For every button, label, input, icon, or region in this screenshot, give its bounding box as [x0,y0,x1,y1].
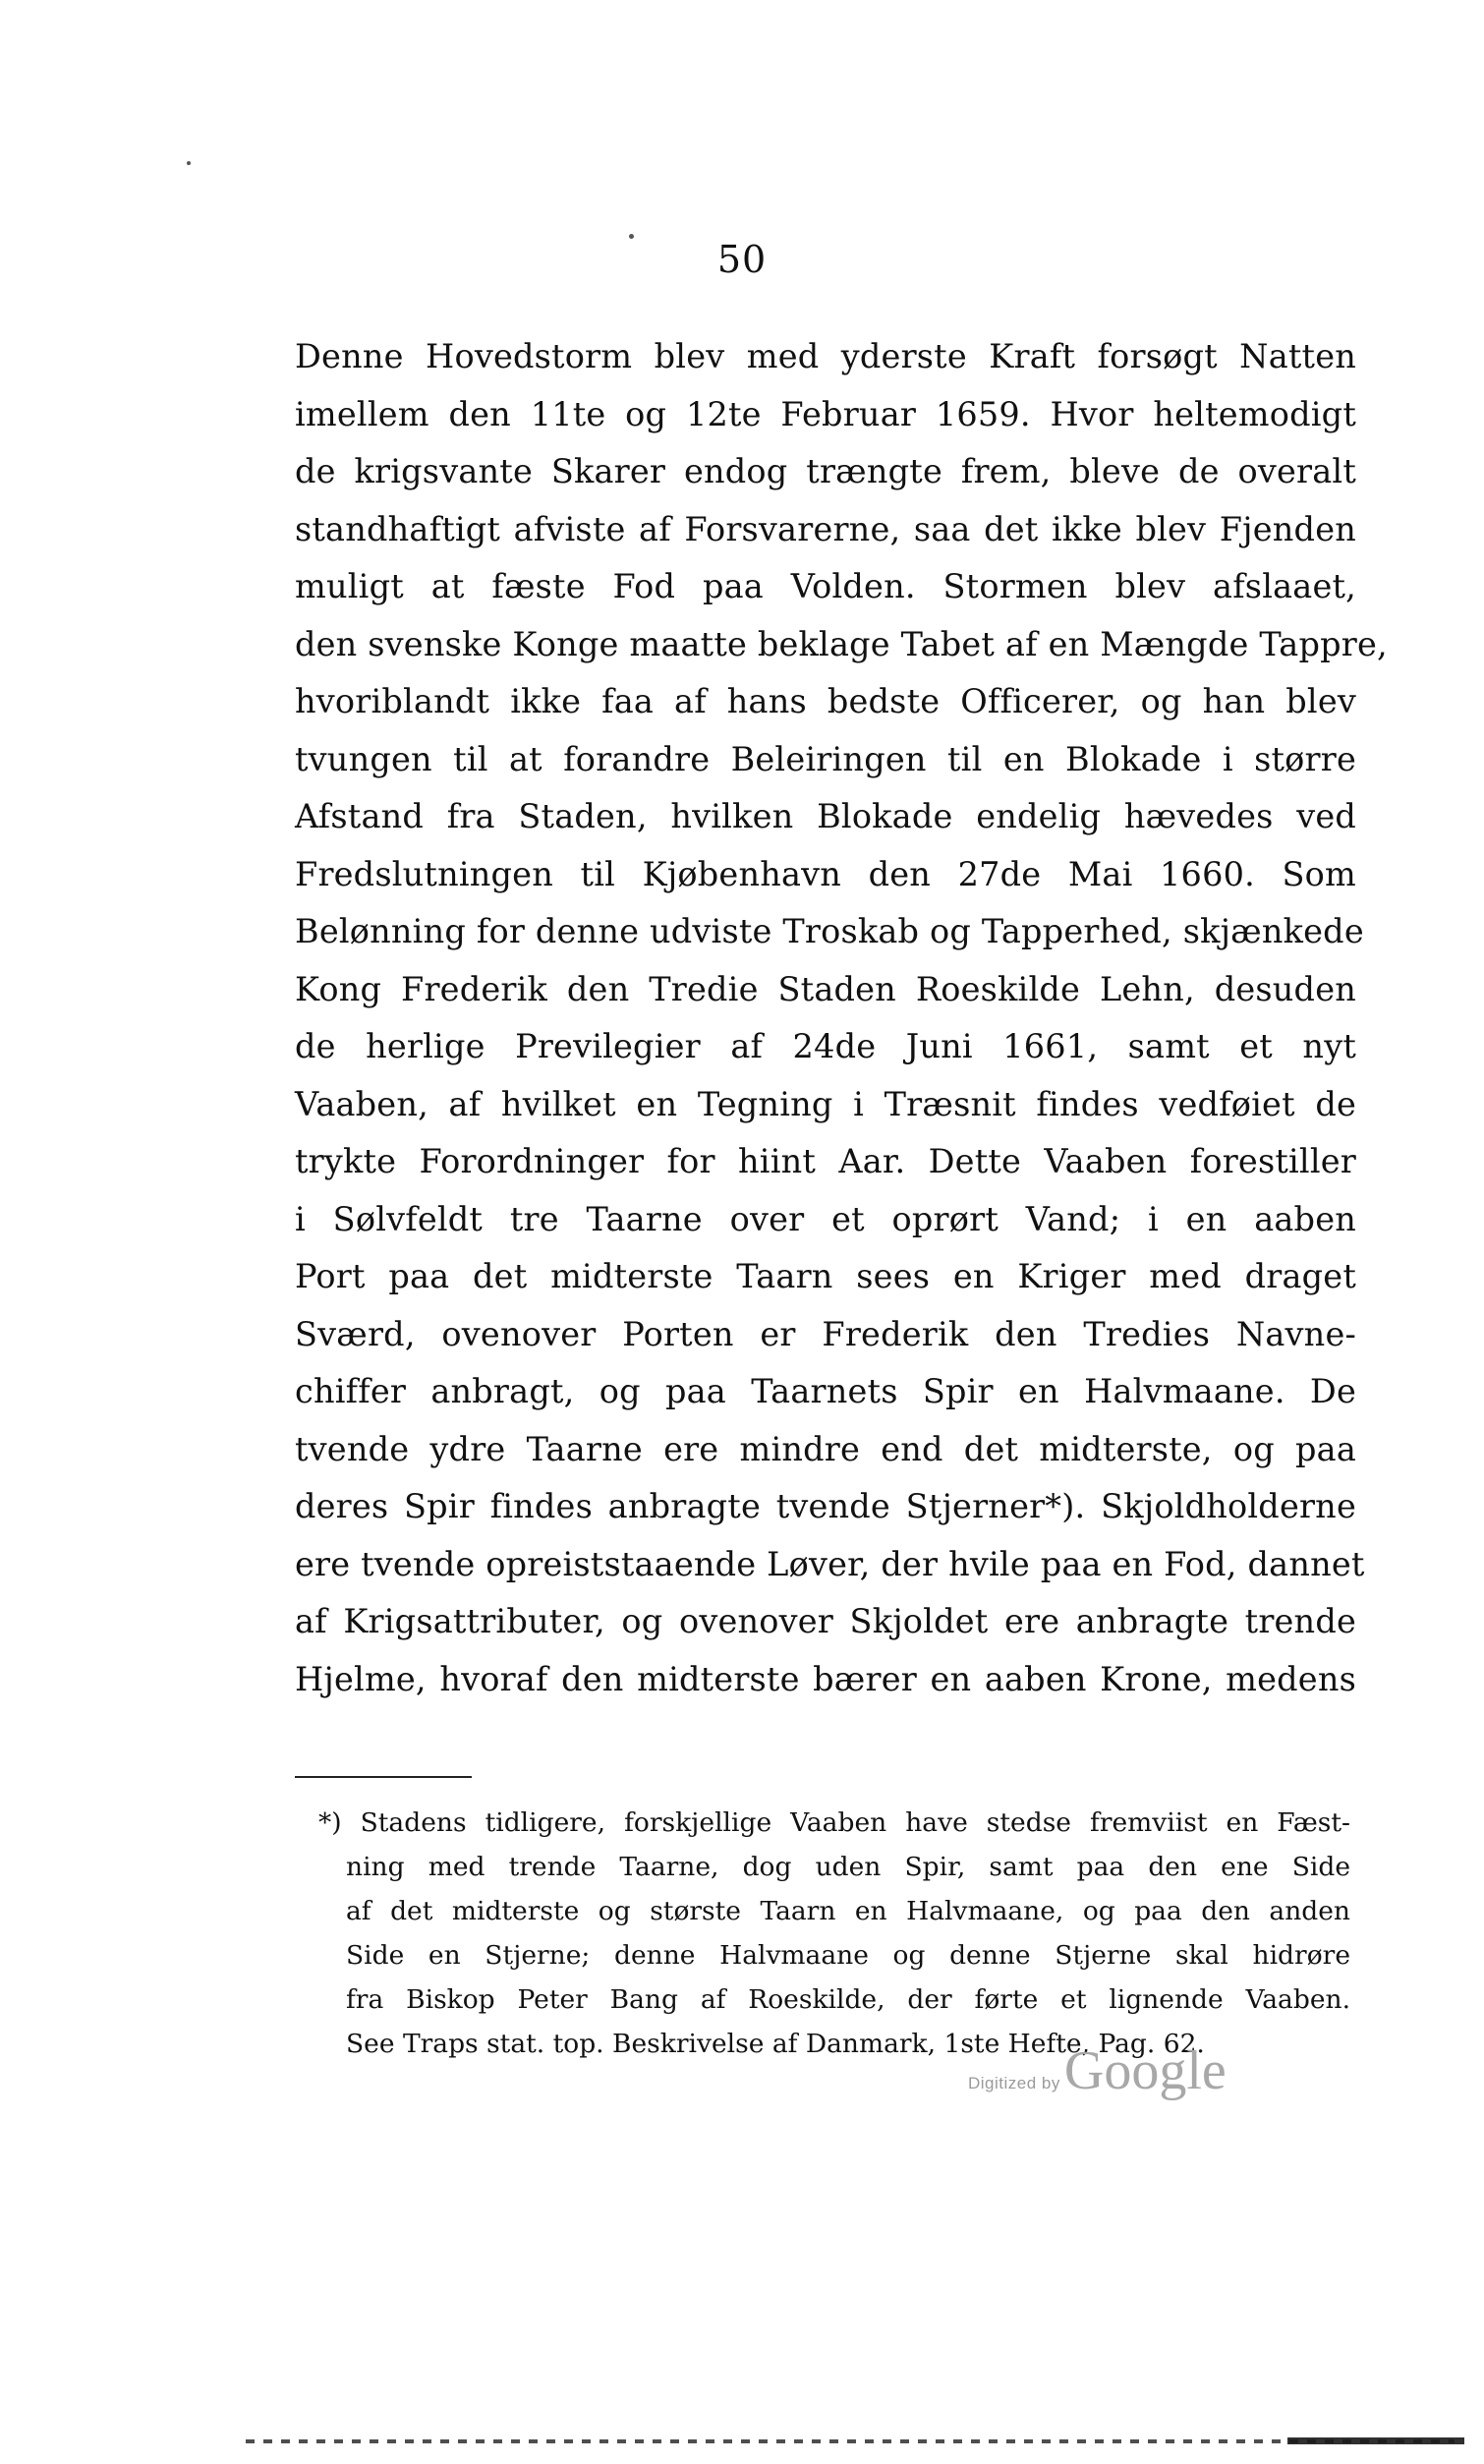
text-line: Kong Frederik den Tredie Staden Roeskilde Lehn, desuden [295,969,1356,1008]
digitized-by-watermark [968,2039,1227,2102]
footnote-line: *) Stadens tidligere, forskjellige Vaaben have stedse fremviist en Fæst- [318,1807,1350,1838]
text-line: de herlige Previlegier af 24de Juni 1661, samt et nyt [295,1027,1356,1065]
text-line: Hjelme, hvoraf den midterste bærer en aaben Krone, medens [295,1659,1356,1698]
text-line: Afstand fra Staden, hvilken Blokade endelig hævedes ved [295,797,1356,835]
text-line: muligt at fæste Fod paa Volden. Stormen blev afslaaet, [295,567,1356,605]
text-line: af Krigsattributer, og ovenover Skjoldet ere anbragte trende [295,1602,1356,1640]
text-line: hvoriblandt ikke faa af hans bedste Officerer, og han blev [295,682,1356,720]
text-line: trykte Forordninger for hiint Aar. Dette Vaaben forestiller [295,1142,1356,1180]
text-line: imellem den 11te og 12te Februar 1659. Hvor heltemodigt [295,394,1356,433]
page-number: 50 [716,238,768,281]
footnote-line: See Traps stat. top. Beskrivelse af Danmark, 1ste Hefte, Pag. 62. [346,2029,1205,2059]
footnote [318,1801,1350,2066]
scan-speck [187,161,191,165]
footnote-line: af det midterste og største Taarn en Halvmaane, og paa den anden [346,1896,1350,1926]
text-line: Fredslutningen til Kjøbenhavn den 27de Mai 1660. Som [295,854,1356,893]
text-line: i Sølvfeldt tre Taarne over et oprørt Vand; i en aaben [295,1199,1356,1238]
text-line: Port paa det midterste Taarn sees en Kriger med draget [295,1257,1356,1295]
text-line: tvende ydre Taarne ere mindre end det midterste, og paa [295,1429,1356,1468]
watermark-prefix: Digitized by [968,2074,1060,2092]
footnote-line: fra Biskop Peter Bang af Roeskilde, der førte et lignende Vaaben. [346,1984,1350,2015]
text-line: Sværd, ovenover Porten er Frederik den Tredies Navne- [295,1314,1356,1353]
scan-edge-artifact [1287,2437,1464,2444]
scan-edge-artifact [246,2439,1455,2443]
footnote-divider [295,1776,472,1778]
google-logo: Google [1063,2040,1227,2101]
text-line: tvungen til at forandre Beleiringen til en Blokade i større [295,739,1356,778]
text-line: de krigsvante Skarer endog trængte frem, bleve de overalt [295,452,1356,490]
text-line: den svenske Konge maatte beklage Tabet af en Mængde Tappre, [295,624,1388,663]
body-text [295,328,1388,1708]
text-line: ere tvende opreiststaaende Løver, der hvile paa en Fod, dannet [295,1544,1365,1583]
text-line: Denne Hovedstorm blev med yderste Kraft forsøgt Natten [295,337,1356,375]
text-line: standhaftigt afviste af Forsvarerne, saa det ikke blev Fjenden [295,509,1356,548]
footnote-line: ning med trende Taarne, dog uden Spir, samt paa den ene Side [346,1852,1350,1882]
text-line: deres Spir findes anbragte tvende Stjerner*). Skjoldholderne [295,1487,1356,1525]
footnote-line: Side en Stjerne; denne Halvmaane og denne Stjerne skal hidrøre [346,1940,1350,1971]
text-line: Vaaben, af hvilket en Tegning i Træsnit findes vedføiet de [295,1084,1356,1123]
text-line: chiffer anbragt, og paa Taarnets Spir en Halvmaane. De [295,1372,1356,1410]
text-line: Belønning for denne udviste Troskab og Tapperhed, skjænkede [295,912,1364,950]
